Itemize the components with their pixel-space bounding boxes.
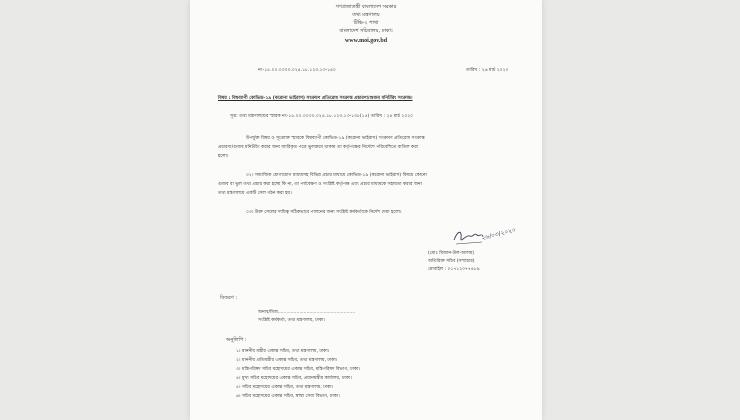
signatory-mobile: মোবাইল : ০১৭১২০৭৭৪৮৯ <box>428 267 480 272</box>
para1-line1: উপর্যুক্ত বিষয় ও সূত্রোক্ত স্মারকে বিশ্বব্যাপী কোভিড-১৯ (করোনা ভাইরাস) সংক্রমণ প্রতিরোধ সংক্রান্ত <box>246 136 425 141</box>
memo-date: তারিখ : ২৬ মার্চ ২০২০ <box>466 68 509 73</box>
copy-item-6: ৬। সচিব মহোদয়ের একান্ত সচিব, স্বাস্থ্য সেবা বিভাগ, ঢাকা। <box>236 394 340 399</box>
section-name: টিভি-২ শাখা <box>353 20 379 26</box>
website-link[interactable]: www.moi.gov.bd <box>344 38 388 44</box>
distribution-to-label: জনাব/মিজ...................................................... <box>258 310 356 315</box>
copy-item-4: ৪। মুখ্য সচিব মহোদয়ের একান্ত সচিব, প্রধানমন্ত্রীর কার্যালয়, ঢাকা। <box>236 376 352 381</box>
reference-line: সূত্র: তথ্য মন্ত্রণালয়ের স্মারক নং-১৫.০০.০০০০.০২৪.১৮.১২৩.১৩-১৩৮(১৫) তারিখ : ২৪ মার্চ ২০২০ <box>230 114 414 119</box>
signature-date: ২৬/০৩/২০২০ <box>480 226 517 242</box>
para3-line: ০৩। উক্ত সেলের দায়িত্ব সঠিকভাবে পালনের জন্য সংশ্লিষ্ট কর্মকর্তাকে নির্দেশ দেয়া হলো। <box>246 210 402 215</box>
memo-number: নং-১৫.০০.০০০০.০২৪.১৮.১২৩.১৩-১৪০ <box>258 68 336 73</box>
para1-line2: প্রচারণা/গুজব মনিটরিং করার জন্য জারিকৃত পত্রে ভুলক্রমে থাকায় তা কর্তৃপক্ষের নির্দেশে পরিবেশিতে বাতিল করা <box>218 145 418 150</box>
handwritten-signature <box>452 226 526 248</box>
copy-item-3: ৩। মন্ত্রিপরিষদ সচিব মহোদয়ের একান্ত সচিব, মন্ত্রিপরিষদ বিভাগ, ঢাকা। <box>236 367 360 372</box>
copies-heading: অনুলিপি : <box>226 337 247 343</box>
document-page <box>190 0 542 420</box>
distribution-heading: বিতরণ : <box>220 295 238 301</box>
distribution-to-line: সংশ্লিষ্ট কর্মকর্তা, তথ্য মন্ত্রণালয়, ঢাকা। <box>258 318 326 323</box>
ministry-name: তথ্য মন্ত্রণালয় <box>352 12 380 18</box>
signatory-name: (মোঃ মিজান-উল-আলম) <box>428 251 474 256</box>
para2-line1: ০২। সামাজিক যোগাযোগ মাধ্যমসহ বিভিন্ন প্রচার মাধ্যমে কোভিড-১৯ (করোনা ভাইরাস) বিষয়ে কোনো <box>246 173 427 178</box>
copy-item-1: ১। মাননীয় মন্ত্রীর একান্ত সচিব, তথ্য মন্ত্রণালয়, ঢাকা। <box>236 349 330 354</box>
para1-line3: হলো। <box>218 154 229 159</box>
subject-line: বিষয় : বিশ্বব্যাপী কোভিড-১৯ (করোনা ভাইরাস) সংক্রমণ প্রতিরোধ সংক্রান্ত প্রচারণা/গুজব মনিটরিং সংক্রান্ত। <box>218 96 413 101</box>
office-address: বাংলাদেশ সচিবালয়, ঢাকা। <box>339 28 393 34</box>
government-name: গণপ্রজাতন্ত্রী বাংলাদেশ সরকার <box>335 4 397 10</box>
copy-item-2: ২। মাননীয় প্রতিমন্ত্রীর একান্ত সচিব, তথ্য মন্ত্রণালয়, ঢাকা। <box>236 358 338 363</box>
para2-line3: তথ্য মন্ত্রণালয়ে একটি সেল গঠন করা হয়। <box>218 191 292 196</box>
copy-item-5: ৫। সচিব মহোদয়ের একান্ত সচিব, তথ্য মন্ত্রণালয়, ঢাকা। <box>236 385 334 390</box>
para2-line2: গুজব বা ভুল তথ্য প্রচার করা হচ্ছে কি না, তা পর্যবেক্ষণ ও সংশ্লিষ্ট কর্তৃপক্ষ এবং প্রচার মাধ্যমকে সহায়তা করার জন্য <box>218 182 422 187</box>
signatory-designation: অতিরিক্ত সচিব (সম্প্রচার) <box>428 259 475 264</box>
